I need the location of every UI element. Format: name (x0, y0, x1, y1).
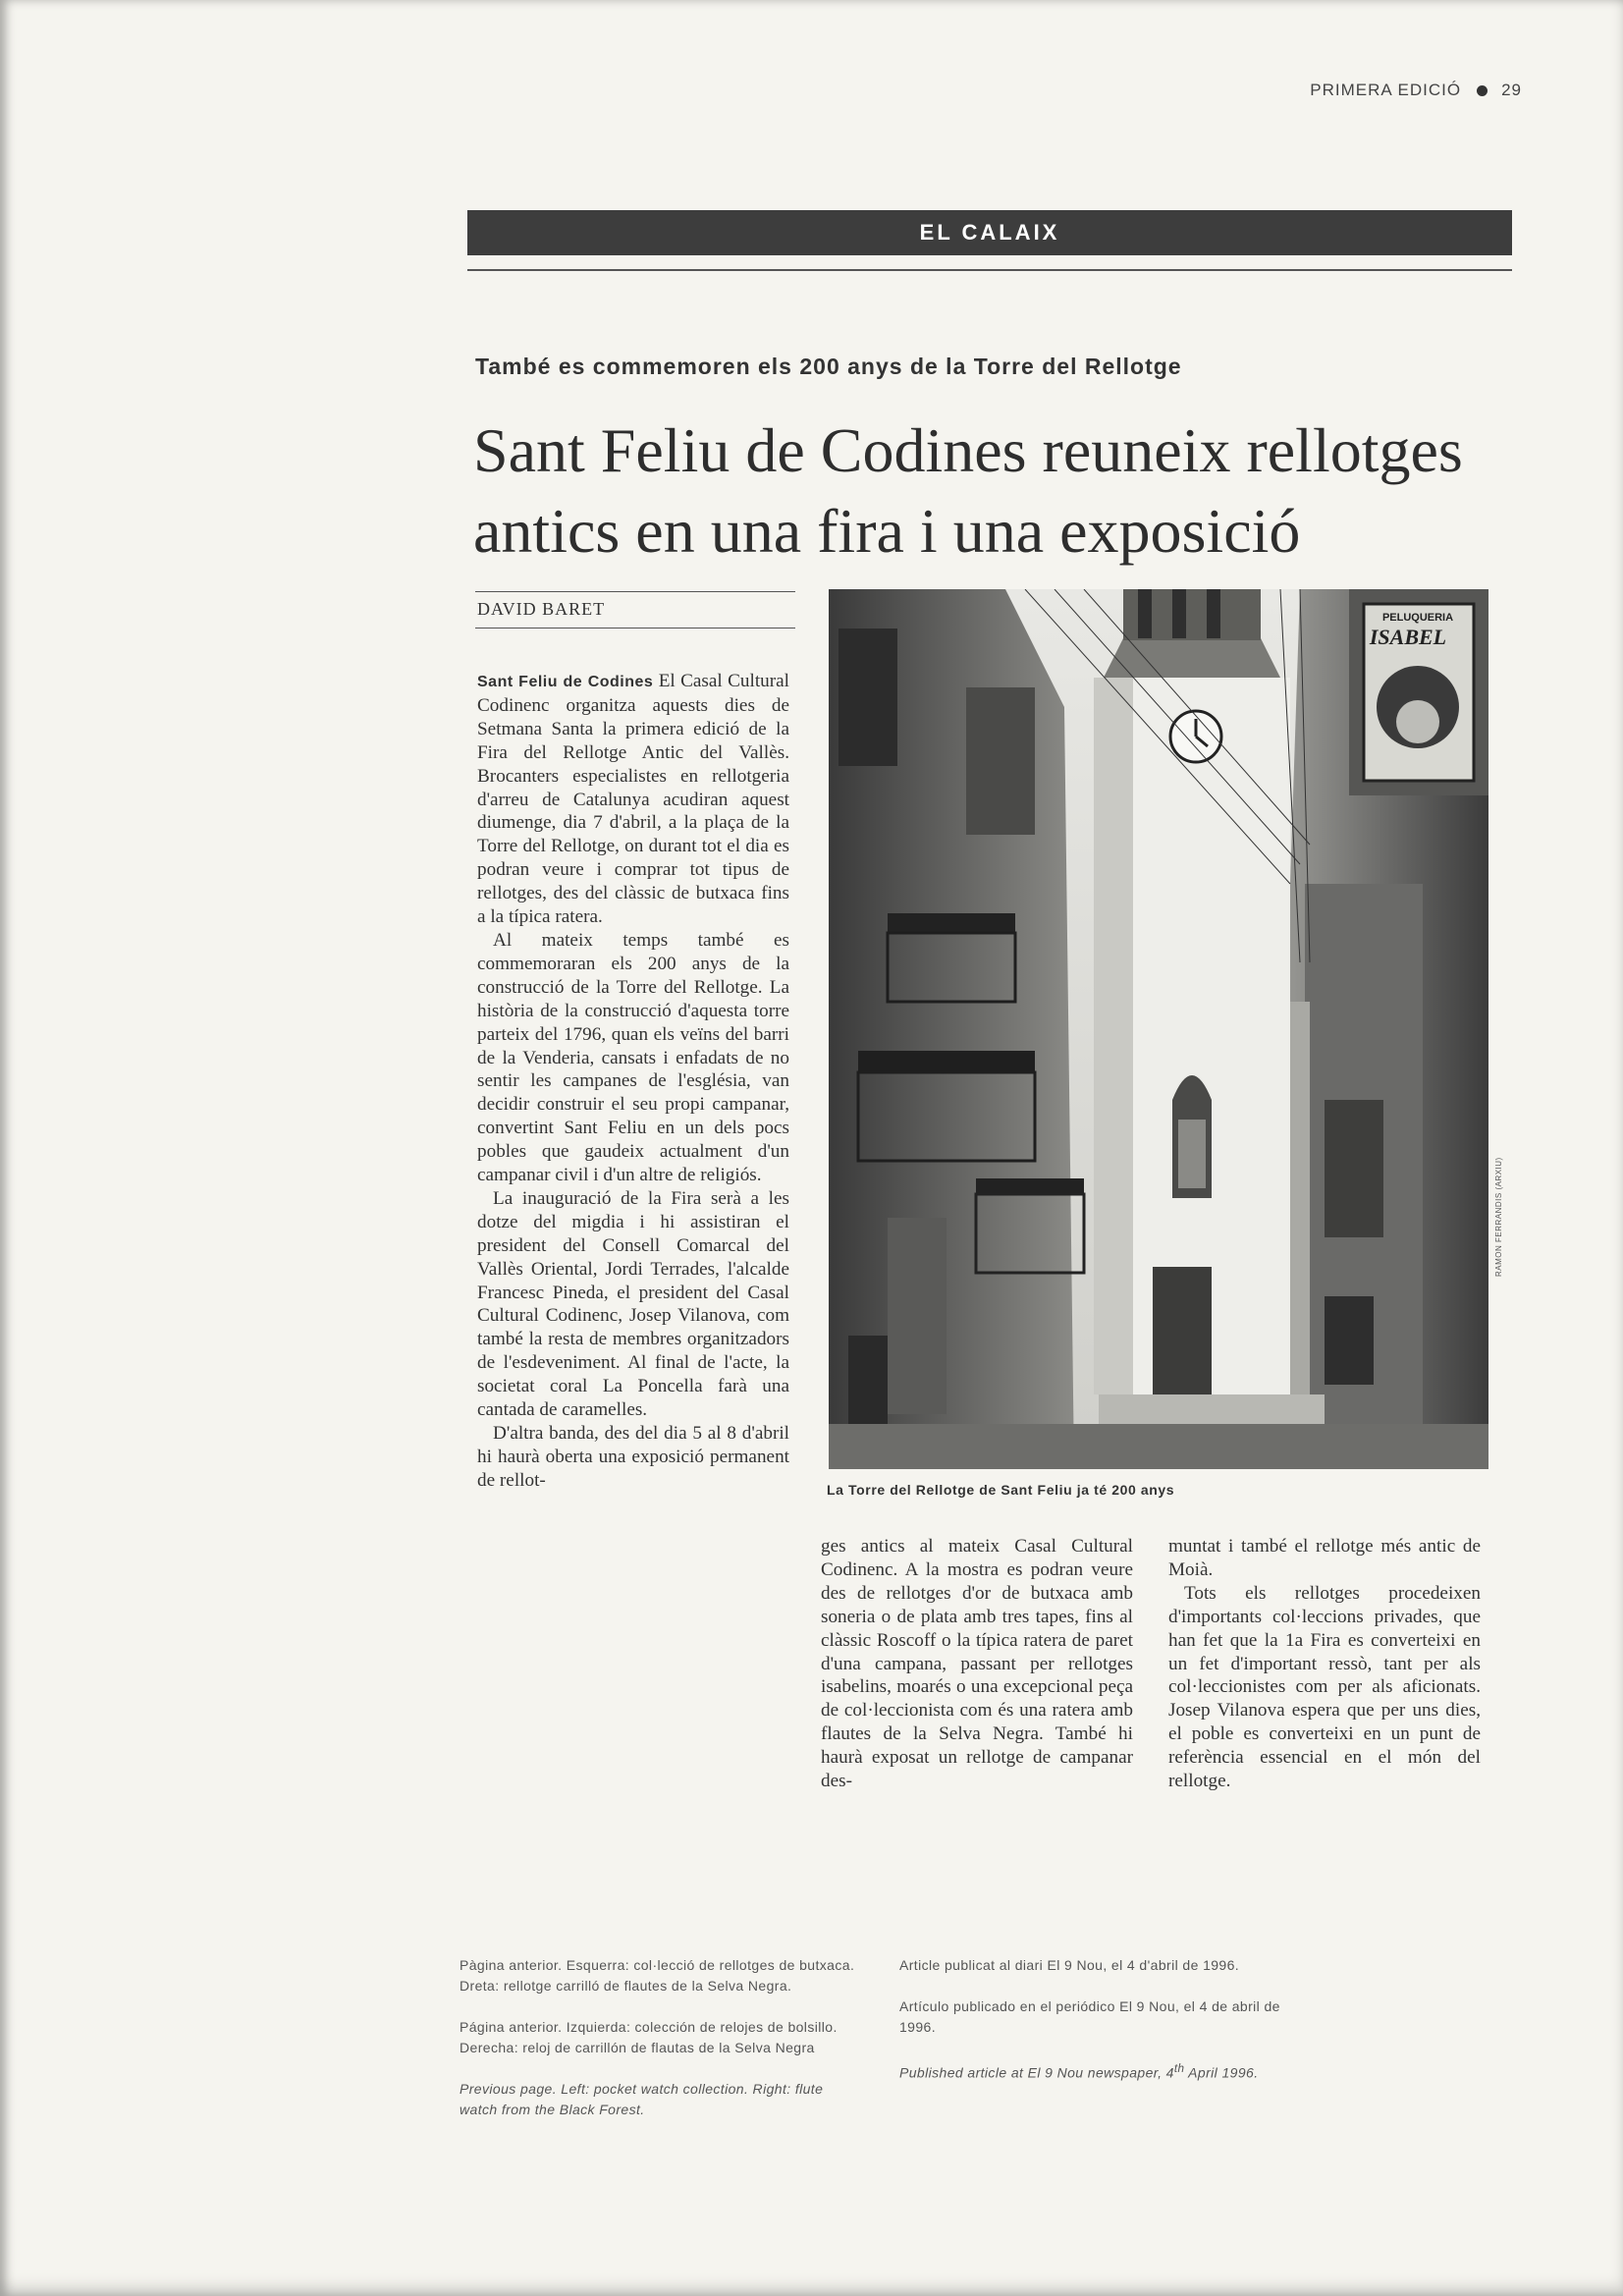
edition-label: PRIMERA EDICIÓ (1310, 81, 1462, 99)
note-english-date: April 1996. (1184, 2064, 1259, 2081)
sign-top-text: PELUQUERIA (1381, 612, 1454, 624)
paragraph (477, 670, 789, 929)
previous-page-notes (460, 1955, 862, 2141)
paragraph: D'altra banda, des del dia 5 al 8 d'abril hi haurà oberta una exposició permanent de rellot- (477, 1423, 789, 1491)
note-english (899, 2058, 1302, 2084)
section-rule (467, 269, 1512, 271)
paragraph: La inauguració de la Fira serà a les dotze del migdia i hi assistiran el president del Consell Comarcal del Vallès Oriental, Jordi Terrades, l'alcalde Francesc Pineda, el president del Casal Cultural Codinenc, Josep Vilanova, com també la resta de membres organitzadors de l'esdeveniment. Al final de l'acte, la societat coral La Poncella farà una cantada de caramelles. (477, 1187, 789, 1421)
paragraph: ges antics al mateix Casal Cultural Codinenc. A la mostra es podran veure des de rellotges d'or de butxaca amb soneria o de plata amb tres tapes, fins al clàssic Roscoff o la típica ratera de paret d'una campana, passant per rellotges isabelins, moarés o una excepcional peça de col·leccionista com és una ratera amb flautes de la Selva Negra. També hi haurà exposat un rellotge de campanar des- (821, 1536, 1133, 1792)
kicker: També es commemoren els 200 anys de la Torre del Rellotge (475, 354, 1182, 379)
paragraph: Tots els rellotges procedeixen d'importants col·leccions privades, que han fet que la 1a Fira es converteixi en un fet d'important ressò, tant per als col·leccionistes com per als aficionats. Josep Vilanova espera que per uns dies, el poble es converteixi en un punt de referència essencial en el món del rellotge. (1168, 1582, 1481, 1792)
note-spanish: Artículo publicado en el periódico El 9 Nou, el 4 de abril de 1996. (899, 1998, 1280, 2035)
bullet-icon (1477, 85, 1488, 96)
ordinal-suffix: th (1173, 2062, 1185, 2075)
headline-line-2: antics en una fira i una exposició (473, 496, 1301, 566)
section-label: EL CALAIX (919, 220, 1060, 245)
photo-caption: La Torre del Rellotge de Sant Feliu ja té 200 anys (827, 1482, 1175, 1498)
note-catalan: Pàgina anterior. Esquerra: col·lecció de rellotges de butxaca. Dreta: rellotge carrilló de flautes de la Selva Negra. (460, 1957, 855, 1994)
dateline: Sant Feliu de Codines (477, 674, 654, 690)
paragraph-text: El Casal Cultural Codinenc organitza aquests dies de Setmana Santa la primera edició de la Fira del Rellotge Antic del Vallès. Brocanters especialistes en rellotgeria d'arreu de Catalunya acudiran aquest diumenge, dia 7 d'abril, a la plaça de la Torre del Rellotge, on durant tot el dia es podran veure i comprar tot tipus de rellotges, des del clàssic de butxaca fins a la típica ratera. (477, 671, 789, 928)
article-column-3 (1168, 1535, 1481, 1793)
headline (473, 410, 1534, 572)
note-catalan: Article publicat al diari El 9 Nou, el 4 d'abril de 1996. (899, 1957, 1240, 1973)
paragraph: Al mateix temps també es commemoraran els 200 anys de la construcció de la Torre del Rellotge. La història de la construcció d'aquesta torre parteix del 1796, quan els veïns del barri de la Venderia, cansats i enfadats de no sentir les campanes de l'església, van decidir construir el seu propi campanar, convertint Sant Feliu en un dels pocs pobles que gaudeix actualment d'un campanar civil i d'un altre de religiós. (477, 929, 789, 1186)
section-bar (467, 210, 1512, 255)
article-column-2 (821, 1535, 1133, 1793)
note-english: Previous page. Left: pocket watch collection. Right: flute watch from the Black Forest. (460, 2081, 824, 2117)
photo-credit: RAMON FERRANDIS (ARXIU) (1494, 1157, 1503, 1277)
note-english-text: Published article at El 9 Nou newspaper, 4 (899, 2064, 1174, 2081)
paragraph: muntat i també el rellotge més antic de Moià. (1168, 1536, 1481, 1580)
byline: DAVID BARET (475, 591, 795, 629)
page-number: 29 (1501, 81, 1522, 99)
article-column-1 (477, 670, 789, 1493)
sign-name-text: ISABEL (1369, 625, 1447, 649)
running-head (1217, 81, 1522, 100)
note-spanish: Página anterior. Izquierda: colección de relojes de bolsillo. Derecha: reloj de carrillón de flautas de la Selva Negra (460, 2019, 838, 2055)
publication-notes (899, 1955, 1302, 2105)
clock-tower-photo (829, 589, 1488, 1469)
headline-line-1: Sant Feliu de Codines reuneix rellotges (473, 415, 1463, 485)
